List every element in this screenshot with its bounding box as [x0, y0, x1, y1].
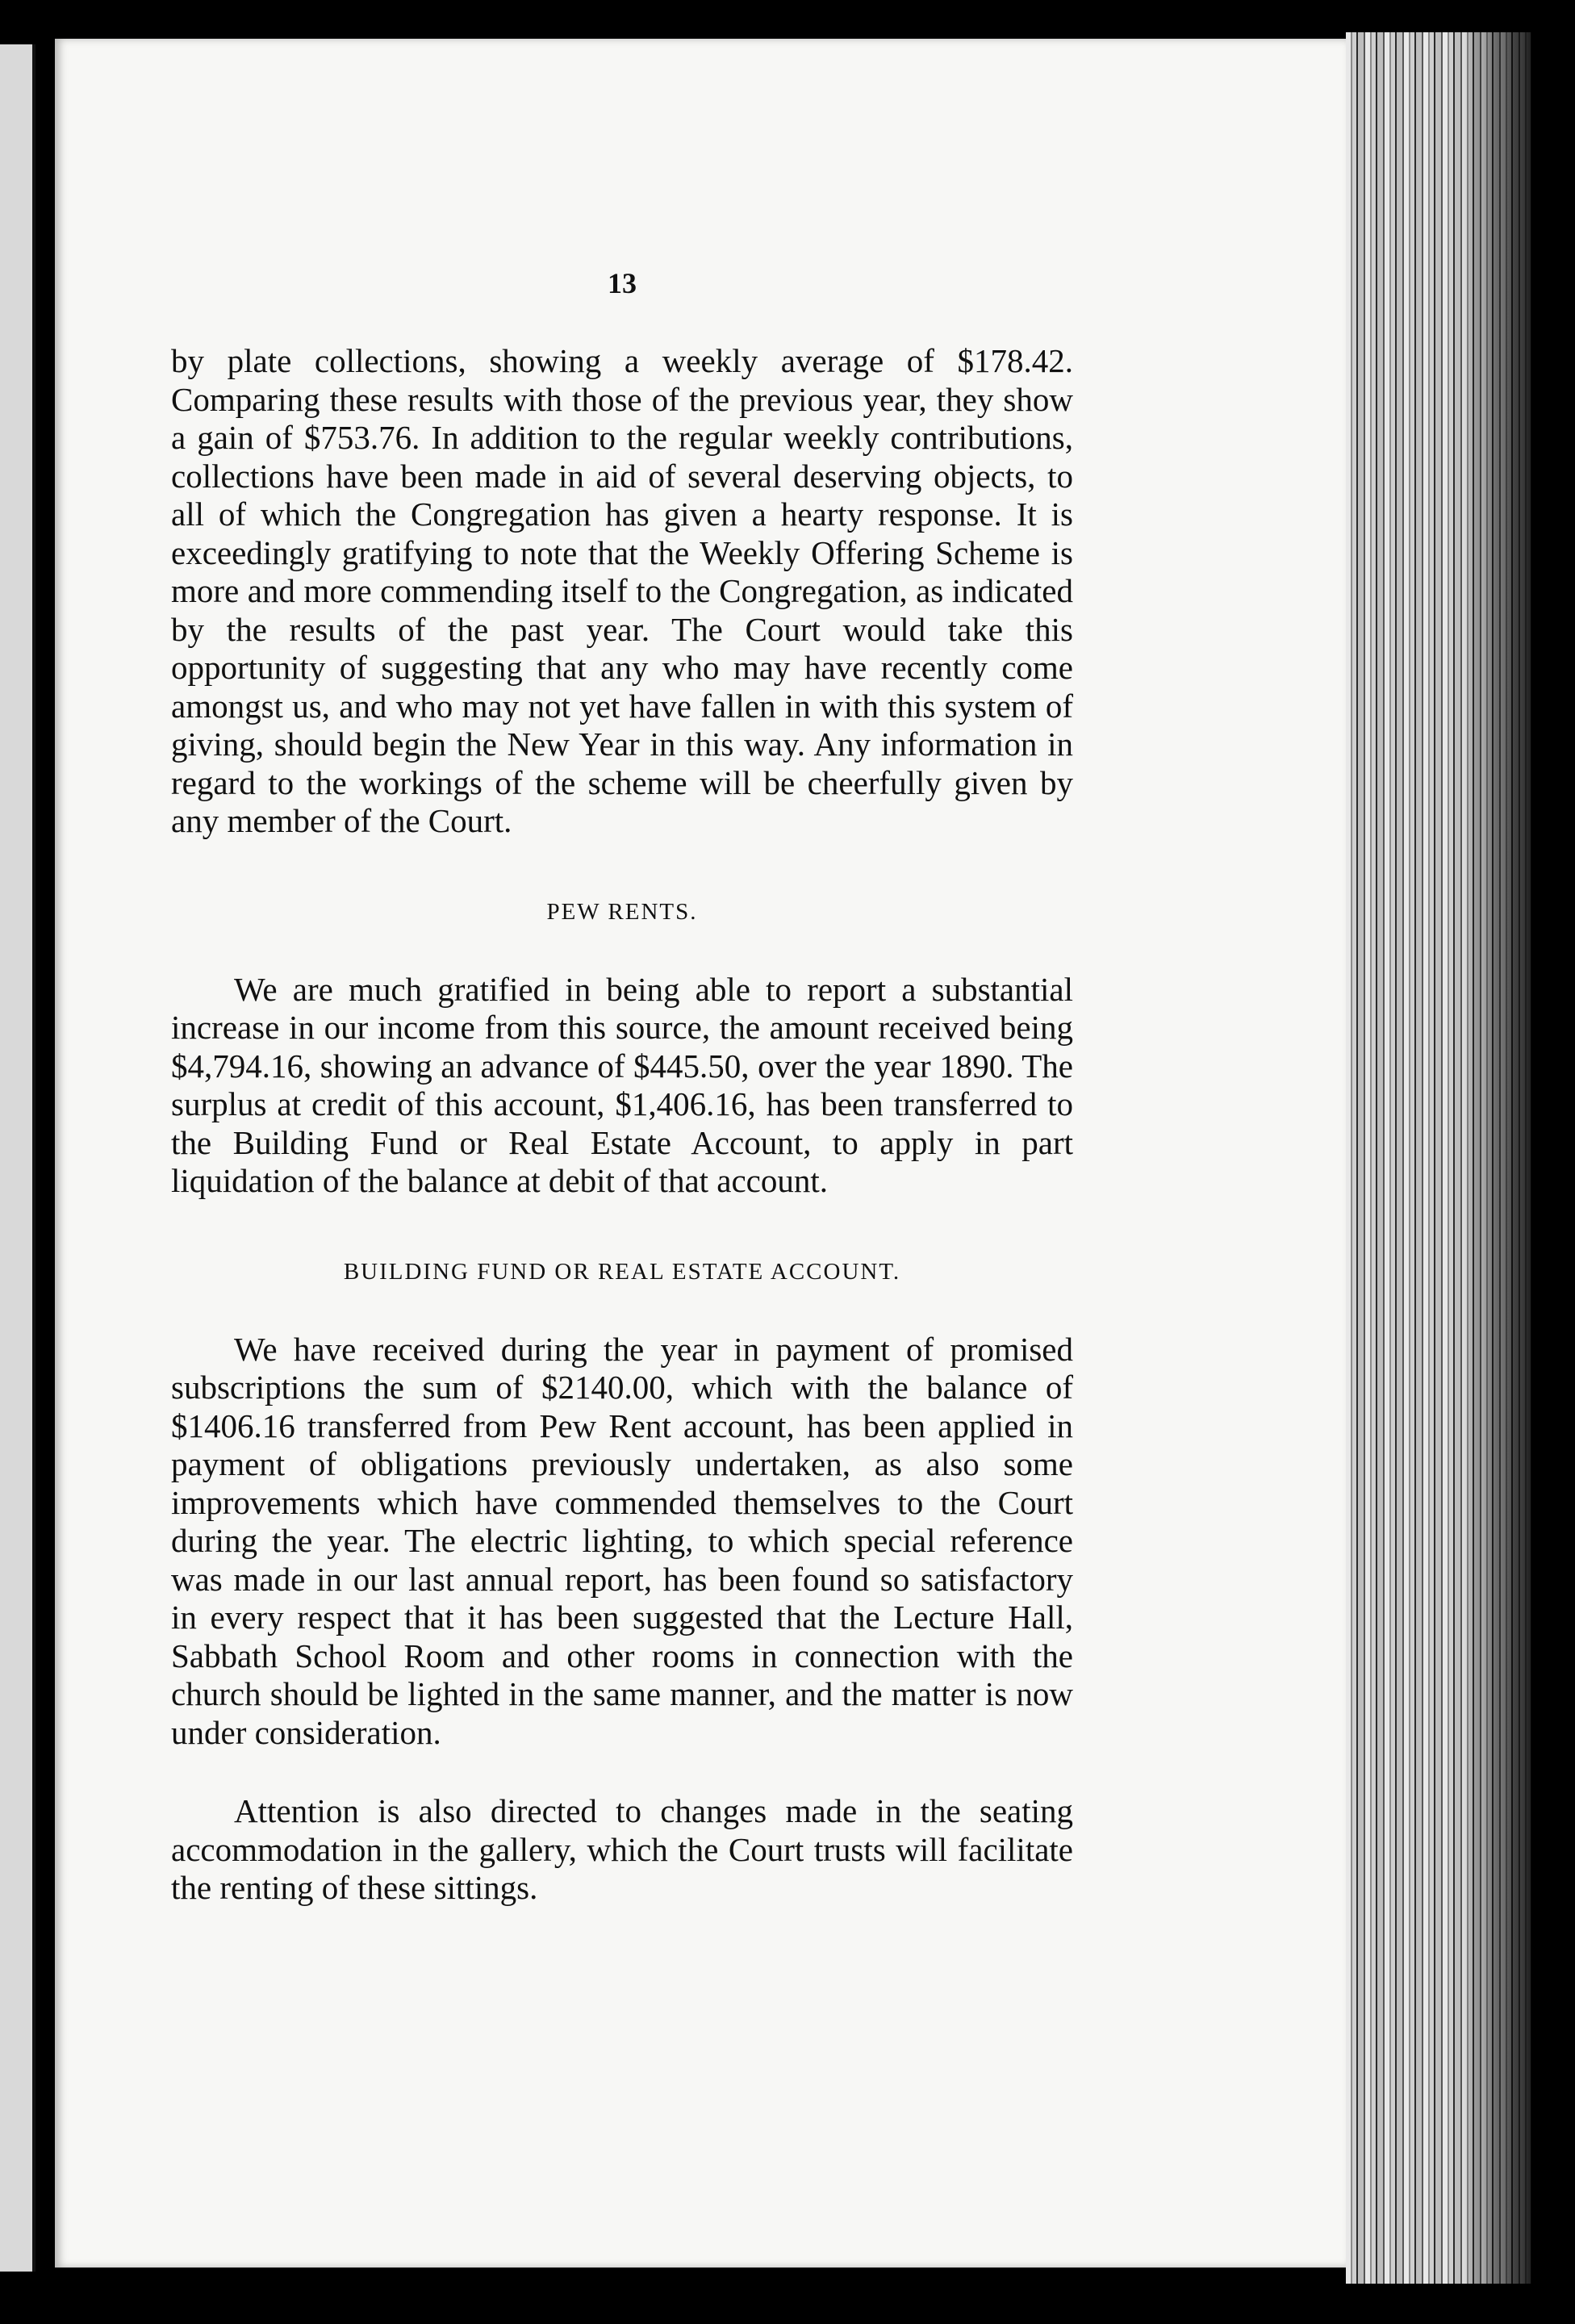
paragraph-weekly-offering: by plate collections, showing a weekly average of $178.42. Comparing these results with those of the previous year, they show a gain of $753.76. In addition to the regular weekly contributions, collections have been made in aid of several deserving objects, to all of which the Congregation has given a hearty response. It is exceedingly gratifying to note that the Weekly Offering Scheme is more and more commending itself to the Congregation, as indicated by the results of the past year. The Court would take this opportunity of suggesting that any who may have recently come amongst us, and who may not yet have fallen in with this system of giving, should begin the New Year in this way. Any information in regard to the workings of the scheme will be cheerfully given by any member of the Court.	[171, 342, 1073, 839]
book-page-edges	[1346, 32, 1531, 2284]
heading-building-fund: BUILDING FUND OR REAL ESTATE ACCOUNT.	[343, 1258, 901, 1285]
paragraph-seating: Attention is also directed to changes made in the seating accommodation in the gallery, which the Court trusts will facilitate the renting of these sittings.	[171, 1792, 1073, 1906]
heading-pew-rents: PEW RENTS.	[546, 898, 698, 925]
left-page-edge	[0, 44, 36, 2272]
paragraph-building-fund: We have received during the year in payment of promised subscriptions the sum of $2140.00, which with the balance of $1406.16 transferred from Pew Rent account, has been applied in payment of obligations previously undertaken, as also some improvements which have commended themselves to the Court during the year. The electric lighting, to which special reference was made in our last annual report, has been found so satisfactory in every respect that it has been suggested that the Lecture Hall, Sabbath School Room and other rooms in connection with the church should be lighted in the same manner, and the matter is now under consideration.	[171, 1330, 1073, 1751]
page-text-block	[171, 266, 1073, 1908]
paragraph-pew-rents: We are much gratified in being able to report a substantial increase in our income from this source, the amount received being $4,794.16, showing an advance of $445.50, over the year 1890. The surplus at credit of this account, $1,406.16, has been transferred to the Building Fund or Real Estate Account, to apply in part liquidation of the balance at debit of that account.	[171, 970, 1073, 1199]
page-number: 13	[608, 267, 637, 299]
